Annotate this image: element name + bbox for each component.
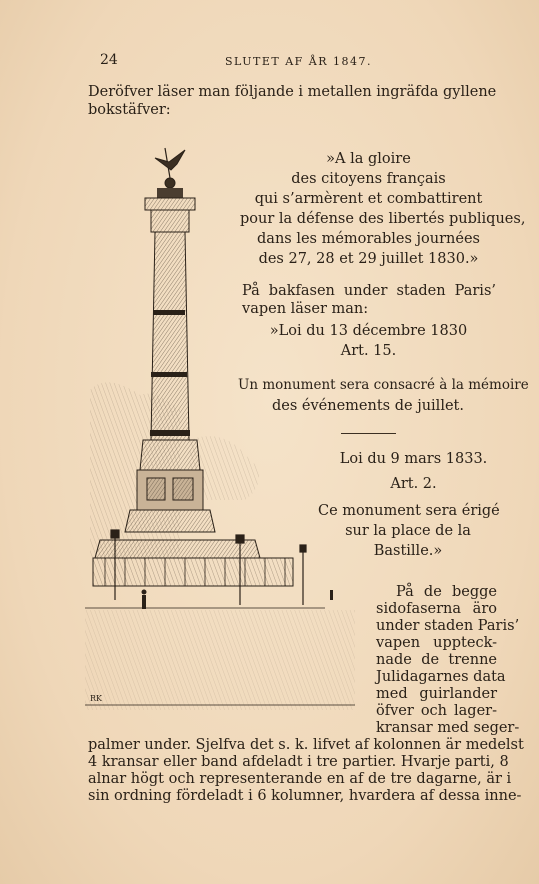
back-intro-line-1: På bakfasen under staden Paris’ <box>242 283 496 299</box>
side-text-3: under staden Paris’ <box>376 618 520 634</box>
genie-statue <box>155 148 185 188</box>
side-text-1: På de begge <box>396 584 497 600</box>
page-number: 24 <box>100 52 118 68</box>
pedestrians <box>142 590 334 610</box>
inscription-line-2: des citoyens français <box>291 171 446 187</box>
side-text-4: vapen uppteck- <box>376 635 497 651</box>
side-text-6: Julidagarnes data <box>376 669 506 685</box>
monument-line-2: des événements de juillet. <box>272 398 464 414</box>
intro-line-1: Deröfver läser man följande i metallen ingräfda gyllene <box>88 84 497 100</box>
loi-1833: Loi du 9 mars 1833. <box>339 451 488 467</box>
loi-1830: »Loi du 13 décembre 1830 <box>269 323 468 339</box>
side-text-5: nade de trenne <box>376 652 497 668</box>
running-title: SLUTET AF ÅR 1847. <box>225 55 372 68</box>
illustration-signature: RK <box>90 694 102 703</box>
inscription-line-5: dans les mémorables journées <box>257 231 480 247</box>
loi-1830-article: Art. 15. <box>340 343 397 359</box>
side-text-2: sidofaserna äro <box>376 601 497 617</box>
loi-1833-article: Art. 2. <box>390 476 437 492</box>
monument-line-1: Un monument sera consacré à la mémoire <box>238 377 529 393</box>
section-divider <box>341 433 396 434</box>
inscription-line-3: qui s’armèrent et combattirent <box>254 191 483 207</box>
bottom-line-4: sin ordning fördeladt i 6 kolumner, hvardera af dessa inne- <box>88 788 522 804</box>
inscription-line-4: pour la défense des libertés publiques, <box>240 211 526 227</box>
bastille-line-1: Ce monument sera érigé <box>318 503 500 519</box>
inscription-line-6: des 27, 28 et 29 juillet 1830.» <box>258 251 479 267</box>
intro-line-2: bokstäfver: <box>88 102 171 118</box>
inscription-line-1: »A la gloire <box>326 151 411 167</box>
back-intro-line-2: vapen läser man: <box>242 301 369 317</box>
side-text-9: kransar med seger- <box>376 720 520 736</box>
side-text-7: med guirlander <box>376 686 497 702</box>
side-text-8: öfver och lager- <box>376 703 497 719</box>
bastille-line-2: sur la place de la <box>345 523 471 539</box>
bottom-line-3: alnar högt och representerande en af de tre dagarne, är i <box>88 771 512 787</box>
bastille-line-3: Bastille.» <box>373 543 443 559</box>
bottom-line-1: palmer under. Sjelfva det s. k. lifvet af kolonnen är medelst <box>88 737 524 753</box>
bottom-line-2: 4 kransar eller band afdeladt i tre partier. Hvarje parti, 8 <box>88 754 509 770</box>
